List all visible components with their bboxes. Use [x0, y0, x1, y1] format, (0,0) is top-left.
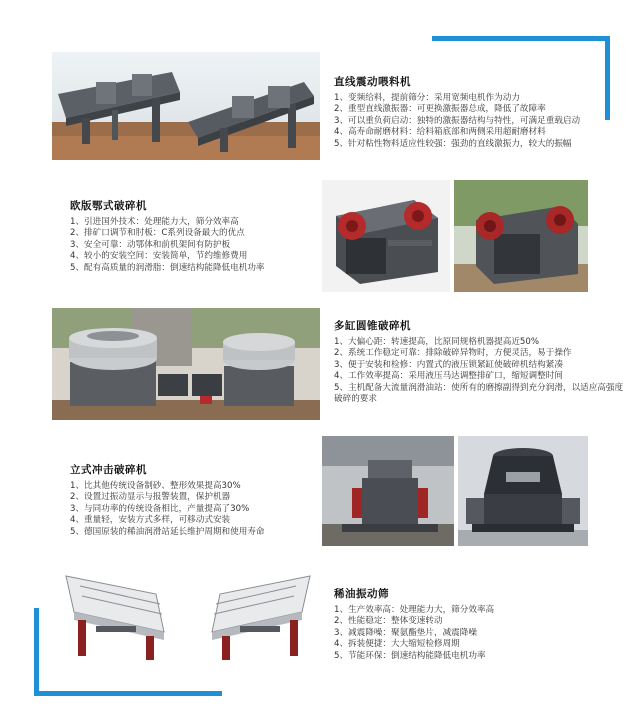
feature-item: 2、排矿口调节和肘板：C系列设备最大的优点 [70, 228, 245, 239]
vibrating-screen-right-photo [204, 562, 316, 664]
jaw-crusher-render-photo [322, 180, 450, 292]
section-title: 欧版鄂式破碎机 [70, 200, 147, 212]
cone-crusher-photo [52, 308, 320, 420]
feature-item: 1、变频给料，提前筛分：采用宽频电机作为动力 [334, 93, 520, 103]
feature-item: 3、可以重负荷启动：独特的激振器结构与特性，可满足重载启动 [334, 115, 581, 126]
feature-item: 5、主机配备大流量润滑油站：使所有的磨擦副得到充分润滑，以适应高强度破碎的要求 [334, 382, 624, 405]
feature-item: 5、配有高质量的润滑脂：倒速结构能降低电机功率 [70, 262, 265, 273]
feature-item: 3、便于安装和检修：内置式的液压锁紧缸使破碎机结构紧凑 [334, 359, 563, 370]
feature-item: 2、系统工作稳定可靠：排除破碎异物时，方便灵活，易于操作 [334, 348, 572, 359]
feature-item: 1、大偏心距：转速提高，比原同规格机器提高近50% [334, 337, 540, 347]
section-vibrating-feeder [334, 74, 634, 150]
feature-list [334, 605, 614, 662]
feature-list [70, 481, 320, 538]
feature-item: 4、拆装便捷：大大缩短检修周期 [334, 639, 460, 650]
feature-item: 4、重量轻，安装方式多样，可移动式安装 [70, 515, 231, 526]
feature-list [334, 337, 624, 405]
section-vertical-impact-crusher [70, 462, 320, 538]
feature-item: 3、与同功率的传统设备相比，产量提高了30% [70, 503, 250, 514]
impact-crusher-machine-photo [458, 436, 588, 546]
section-cone-crusher [334, 318, 624, 405]
feature-item: 2、性能稳定：整体变速转动 [334, 616, 443, 627]
section-title: 稀油振动筛 [334, 588, 389, 600]
feature-item: 4、较小的安装空间：安装简单，节约维修费用 [70, 251, 248, 262]
impact-crusher-site-photo [322, 436, 454, 546]
feature-list [70, 217, 320, 274]
feature-item: 5、节能环保：倒速结构能降低电机功率 [334, 650, 486, 661]
jaw-crusher-site-photo [454, 180, 588, 292]
section-title: 直线震动喂料机 [334, 76, 411, 88]
feature-item: 1、比其他传统设备制砂、整形效果提高30% [70, 481, 241, 491]
feature-item: 1、生产效率高：处理能力大，筛分效率高 [334, 605, 495, 615]
feature-item: 3、安全可靠：动鄂体和前机架间有防护板 [70, 239, 231, 250]
section-title: 多缸圆锥破碎机 [334, 320, 411, 332]
feature-item: 4、高寿命耐磨材料：给料箱底部和两侧采用超耐磨材料 [334, 127, 546, 138]
feature-item: 5、针对粘性物料适应性较强：强劲的直线激振力，较大的振幅 [334, 138, 572, 149]
section-oil-vibrating-screen [334, 586, 614, 662]
section-jaw-crusher [70, 198, 320, 274]
feature-item: 2、重型直线激振器：可更换激振器总成，降低了故障率 [334, 104, 546, 115]
feature-item: 3、减震降噪：聚氨酯垫片，减震降噪 [334, 627, 477, 638]
feature-item: 5、德国原装的稀油润滑站延长维护周期和使用寿命 [70, 526, 265, 537]
vibrating-screen-left-photo [60, 562, 172, 664]
feature-item: 1、引进国外技术：处理能力大，筛分效率高 [70, 217, 239, 227]
section-title: 立式冲击破碎机 [70, 464, 147, 476]
feature-item: 4、工作效率提高：采用液压马达调整排矿口，缩短调整时间 [334, 371, 563, 382]
feature-list [334, 93, 634, 150]
feature-item: 2、设置过振动显示与报警装置，保护机器 [70, 492, 231, 503]
vibrating-feeder-photo [52, 52, 320, 160]
